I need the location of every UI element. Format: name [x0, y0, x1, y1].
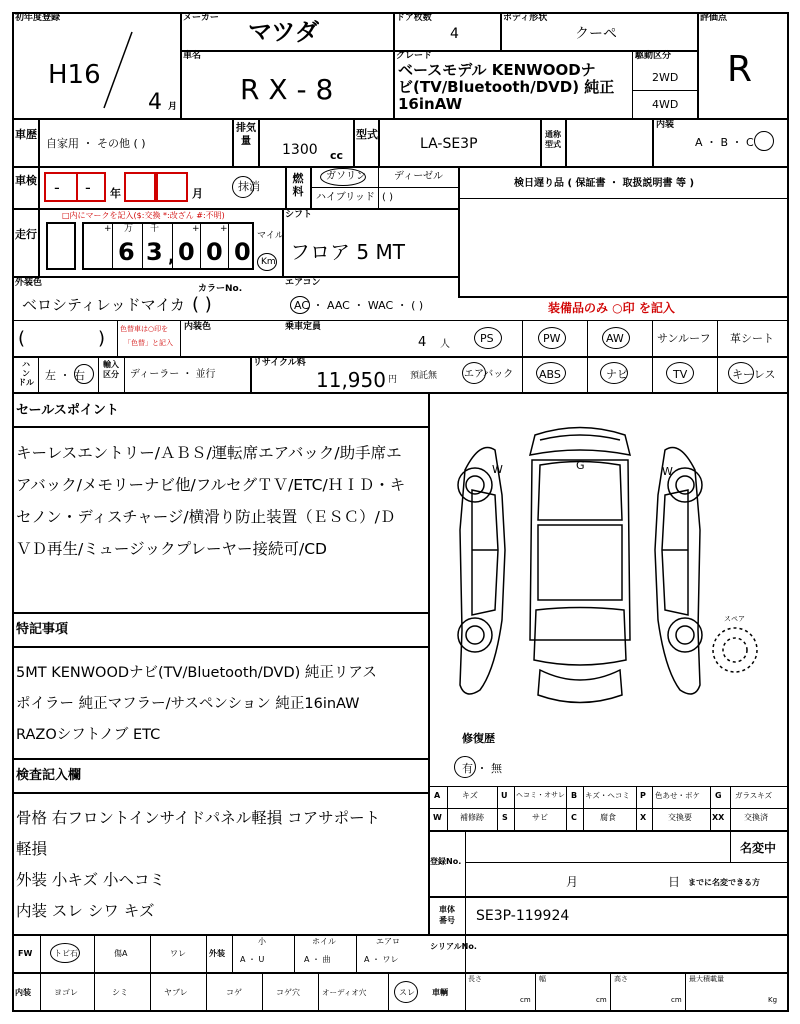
- fuel-hybrid: ハイブリッド: [316, 192, 375, 203]
- spare-label: スペア: [724, 615, 745, 623]
- fuel-gasoline-circle: [320, 168, 366, 186]
- equip-keyless[interactable]: キーレス: [732, 368, 776, 381]
- model-value: LA-SE3P: [420, 136, 478, 152]
- inspector-line-4: 内装 スレ シワ キズ: [16, 902, 155, 920]
- sales-line-4: ＶＤ再生/ミュージックプレーヤー接続可/CD: [16, 540, 327, 558]
- maker-label: メーカー: [183, 13, 219, 23]
- displacement-label: 排気量: [236, 123, 256, 147]
- grade-score-value: R: [727, 49, 753, 90]
- slash-mark: [100, 30, 140, 110]
- equipment-title: 装備品のみ ○印 を記入: [548, 301, 675, 315]
- diagram-mark-g: G: [576, 459, 585, 472]
- capacity-label: 乗車定員: [285, 322, 322, 332]
- bottom-audio-hole: オーディオ穴: [322, 988, 367, 997]
- body-label: ボディ形状: [503, 13, 548, 23]
- bottom-wheel-value: A ・ 曲: [304, 955, 331, 964]
- displacement-unit: cc: [330, 149, 344, 162]
- length-label: 長さ: [468, 975, 482, 983]
- legend-p: P: [640, 791, 646, 800]
- digit-plus-2: +: [192, 224, 200, 234]
- doors-label: ドア枚数: [396, 13, 432, 23]
- car-name-label: 車名: [183, 51, 202, 61]
- color-note-2: 「色替」と記入: [124, 339, 173, 347]
- equip-airbag[interactable]: エアバック: [464, 369, 514, 380]
- inspection-year-unit: 年: [110, 187, 121, 200]
- mileage-note: □内にマークを記入($:交換 *:改ざん #:不明): [62, 211, 225, 220]
- reg-deadline: までに名変できる方: [688, 878, 760, 887]
- recycle-amount: 11,950: [316, 368, 386, 392]
- inspector-line-2: 軽損: [16, 840, 48, 858]
- legend-xx: XX: [712, 813, 725, 822]
- reg-no-label: 登録No.: [430, 857, 462, 866]
- diagram-mark-w1: W: [492, 463, 503, 476]
- mileage-digit-1: 6: [118, 238, 135, 266]
- bottom-fw: FW: [18, 949, 33, 958]
- legend-c-text: 腐食: [600, 813, 616, 822]
- drive-label: 駆動区分: [635, 51, 672, 61]
- inspection-erased: 抹消: [238, 180, 260, 193]
- interior-grade-value: A ・ B ・ C: [695, 136, 754, 149]
- equip-abs-circle: [536, 362, 566, 384]
- height-label: 高さ: [614, 975, 628, 983]
- legend-w: W: [433, 813, 442, 822]
- inspection-year-box2[interactable]: [76, 172, 106, 202]
- recycle-label: リサイクル料: [253, 358, 306, 368]
- bottom-tobiishi: トビ石: [54, 949, 78, 958]
- grade-line3: 16inAW: [398, 95, 463, 113]
- bottom-wear: スレ: [399, 988, 415, 997]
- mileage-mark-box[interactable]: [46, 222, 76, 270]
- equip-aw[interactable]: AW: [606, 332, 624, 345]
- color-note-1: 色替車は○印を: [120, 325, 169, 333]
- bottom-small-label: 小: [258, 937, 266, 946]
- inspection-month-box2[interactable]: [156, 172, 188, 202]
- mileage-comma: ,: [168, 246, 175, 267]
- name-change-label: 名変中: [740, 841, 777, 855]
- equip-sunroof[interactable]: サンルーフ: [657, 332, 711, 345]
- recycle-unit: 円: [388, 375, 398, 385]
- bottom-exterior-label: 外装: [209, 949, 225, 958]
- doors-value: 4: [450, 26, 459, 42]
- sales-line-3: セノン・ディスチャージ/横滑り防止装置（ＥＳＣ）/Ｄ: [16, 508, 396, 526]
- equip-ps[interactable]: PS: [480, 332, 494, 345]
- dims-label: 車輌: [432, 988, 448, 997]
- dash-1: -: [54, 178, 60, 197]
- special-line-3: RAZOシフトノブ ETC: [16, 727, 161, 743]
- chassis-value: SE3P-119924: [476, 908, 570, 924]
- equip-aw-circle: [602, 327, 630, 349]
- shift-label: シフト: [285, 210, 313, 220]
- bottom-burn: コゲ: [226, 988, 242, 997]
- interior-grade-label: 内装: [656, 120, 675, 130]
- legend-x: X: [640, 813, 647, 822]
- equip-navi-circle: [600, 362, 628, 384]
- inspector-line-1: 骨格 右フロントインサイドパネル軽損 コアサポート: [16, 809, 381, 827]
- bottom-aero-label: エアロ: [376, 937, 400, 946]
- equip-pw[interactable]: PW: [543, 332, 561, 345]
- bottom-scratch-a: 傷A: [114, 949, 128, 958]
- length-unit: cm: [520, 996, 531, 1004]
- handle-value: 左 ・ 右: [45, 369, 85, 382]
- displacement-value: 1300: [282, 142, 318, 158]
- repair-value: 有 ・ 無: [462, 762, 502, 775]
- legend-u-text: ヘコミ・オサレ: [516, 791, 565, 799]
- legend-a-text: キズ: [462, 791, 478, 800]
- reg-month-unit: 月: [566, 875, 579, 889]
- km-circle: [257, 253, 277, 271]
- car-name-value: R X - 8: [240, 73, 334, 106]
- fuel-label: 燃 料: [292, 172, 304, 198]
- equip-ps-circle: [474, 327, 502, 349]
- grade-line2: ビ(TV/Bluetooth/DVD) 純正: [398, 78, 615, 96]
- max-load-unit: Kg: [768, 996, 778, 1004]
- grade-score-label: 評価点: [700, 13, 728, 23]
- equip-pw-circle: [538, 327, 566, 349]
- legend-g-text: ガラスキズ: [735, 791, 773, 800]
- special-line-2: ポイラー 純正マフラー/サスペンション 純正16inAW: [16, 696, 360, 712]
- equip-leather[interactable]: 革シート: [730, 332, 774, 345]
- common-model-label: 通称型式: [545, 130, 561, 149]
- mileage-digit-3: 0: [178, 238, 195, 266]
- mileage-unit-sen: 千: [150, 224, 160, 234]
- inspection-month-unit: 月: [192, 187, 203, 200]
- inspection-year-box1[interactable]: [44, 172, 78, 202]
- color-no-value: ( ): [192, 294, 212, 315]
- capacity-value: 4: [418, 335, 427, 350]
- sales-line-1: キーレスエントリー/ＡＢＳ/運転席エアバック/助手席エ: [16, 444, 402, 462]
- docs-label: 検日遅り品 ( 保証書 ・ 取扱説明書 等 ): [514, 178, 695, 189]
- fuel-diesel: ディーゼル: [394, 171, 443, 182]
- reg-day-unit: 日: [668, 875, 681, 889]
- mileage-digit-2: 3: [146, 238, 163, 266]
- equip-keyless-circle: [728, 362, 754, 384]
- legend-a: A: [434, 791, 441, 800]
- bottom-stain: シミ: [112, 988, 128, 997]
- inspector-line-3: 外装 小キズ 小ヘコミ: [16, 871, 166, 889]
- legend-u: U: [501, 791, 508, 800]
- sales-line-2: アバック/メモリーナビ他/フルセグＴＶ/ETC/ＨＩＤ・キ: [16, 476, 406, 494]
- shift-value: フロア 5 MT: [290, 240, 405, 264]
- grade-line1: ベースモデル KENWOODナ: [398, 61, 596, 79]
- height-unit: cm: [671, 996, 682, 1004]
- bottom-small-value: A ・ U: [240, 955, 265, 964]
- month-unit: 月: [168, 102, 178, 112]
- legend-g: G: [715, 791, 722, 800]
- legend-p-text: 色あせ・ボケ: [655, 791, 700, 800]
- dash-2: -: [85, 178, 91, 197]
- tobiishi-circle: [50, 943, 80, 963]
- ext-color-value: ベロシティレッドマイカ: [22, 296, 185, 314]
- inspector-notes-title: 検査記入欄: [16, 768, 82, 783]
- drive-4wd: 4WD: [652, 98, 679, 111]
- special-notes-title: 特記事項: [16, 622, 69, 637]
- first-reg-year: H16: [48, 60, 101, 90]
- wear-circle: [394, 981, 418, 1003]
- body-value: クーペ: [575, 26, 617, 42]
- paren-right: ): [98, 328, 106, 349]
- color-no-label: カラーNo.: [198, 284, 243, 294]
- legend-c: C: [571, 813, 577, 822]
- legend-x-text: 交換要: [668, 813, 692, 822]
- mileage-digit-5: 0: [234, 238, 251, 266]
- special-line-1: 5MT KENWOODナビ(TV/Bluetooth/DVD) 純正リアス: [16, 665, 377, 681]
- import-label: 輸入 区分: [103, 360, 119, 379]
- bottom-aero-value: A ・ ワレ: [364, 955, 399, 964]
- int-color-label: 内装色: [184, 322, 212, 332]
- maker-value: マツダ: [248, 18, 320, 46]
- drive-2wd: 2WD: [652, 71, 679, 84]
- equip-tv[interactable]: TV: [673, 368, 688, 381]
- equip-abs[interactable]: ABS: [539, 368, 561, 381]
- legend-s-text: サビ: [532, 813, 548, 822]
- grade-label: グレード: [396, 51, 433, 61]
- first-reg-month: 4: [148, 90, 162, 115]
- ac-circle: [290, 296, 310, 314]
- import-value: ディーラー ・ 並行: [130, 369, 216, 380]
- history-label: 車歴: [15, 128, 37, 141]
- paren-left: (: [18, 328, 26, 349]
- erased-circle: [232, 176, 254, 198]
- bottom-wheel-label: ホイル: [312, 937, 336, 946]
- bottom-burn-hole: コゲ穴: [276, 988, 300, 997]
- serial-label: シリアルNo.: [430, 942, 477, 951]
- history-value: 自家用 ・ その他 ( ): [46, 137, 146, 150]
- fuel-gasoline: ガソリン: [326, 171, 366, 182]
- chassis-label: 車体 番号: [439, 905, 455, 925]
- bottom-tear: ヤブレ: [164, 988, 188, 997]
- mileage-mile: マイル: [257, 231, 284, 241]
- inspection-month-box1[interactable]: [124, 172, 156, 202]
- fuel-other: ( ): [382, 192, 393, 203]
- equip-airbag-circle: [462, 362, 486, 384]
- bottom-dirt: ヨゴレ: [54, 988, 78, 997]
- mileage-label: 走行: [15, 228, 37, 241]
- recycle-deposit: 預託無: [410, 371, 438, 381]
- max-load-label: 最大積載量: [689, 975, 724, 983]
- equip-navi[interactable]: ナビ: [606, 368, 628, 381]
- ac-value: AC ・ AAC ・ WAC ・ ( ): [294, 299, 424, 312]
- mileage-km: Km: [261, 257, 276, 267]
- bottom-interior-label: 内装: [15, 988, 31, 997]
- inspection-label: 車検: [15, 174, 37, 187]
- width-label: 幅: [539, 975, 546, 983]
- capacity-unit: 人: [440, 339, 450, 350]
- legend-s: S: [502, 813, 508, 822]
- first-reg-label: 初年度登録: [15, 13, 61, 23]
- ext-color-label: 外装色: [15, 278, 43, 288]
- sales-points-title: セールスポイント: [16, 403, 119, 418]
- model-label: 型式: [356, 128, 378, 141]
- diagram-mark-w2: W: [662, 465, 673, 478]
- handle-label: ハ ン ドル: [18, 360, 34, 387]
- bottom-crack: ワレ: [170, 949, 186, 958]
- handle-right-circle: [74, 364, 94, 384]
- ac-label: エアコン: [285, 278, 321, 288]
- equip-tv-circle: [666, 362, 694, 384]
- repair-label: 修復歴: [462, 732, 495, 745]
- digit-plus-3: +: [220, 224, 228, 234]
- digit-plus-1: +: [104, 224, 112, 234]
- mileage-unit-man: 万: [124, 224, 134, 234]
- legend-xx-text: 交換済: [744, 813, 768, 822]
- legend-b-text: キズ・ヘコミ: [585, 791, 630, 800]
- mileage-digit-4: 0: [206, 238, 223, 266]
- interior-c-circle: [754, 131, 774, 151]
- legend-b: B: [571, 791, 578, 800]
- width-unit: cm: [596, 996, 607, 1004]
- car-damage-diagram: [440, 400, 780, 730]
- legend-w-text: 補修跡: [460, 813, 484, 822]
- repair-yes-circle: [454, 756, 476, 778]
